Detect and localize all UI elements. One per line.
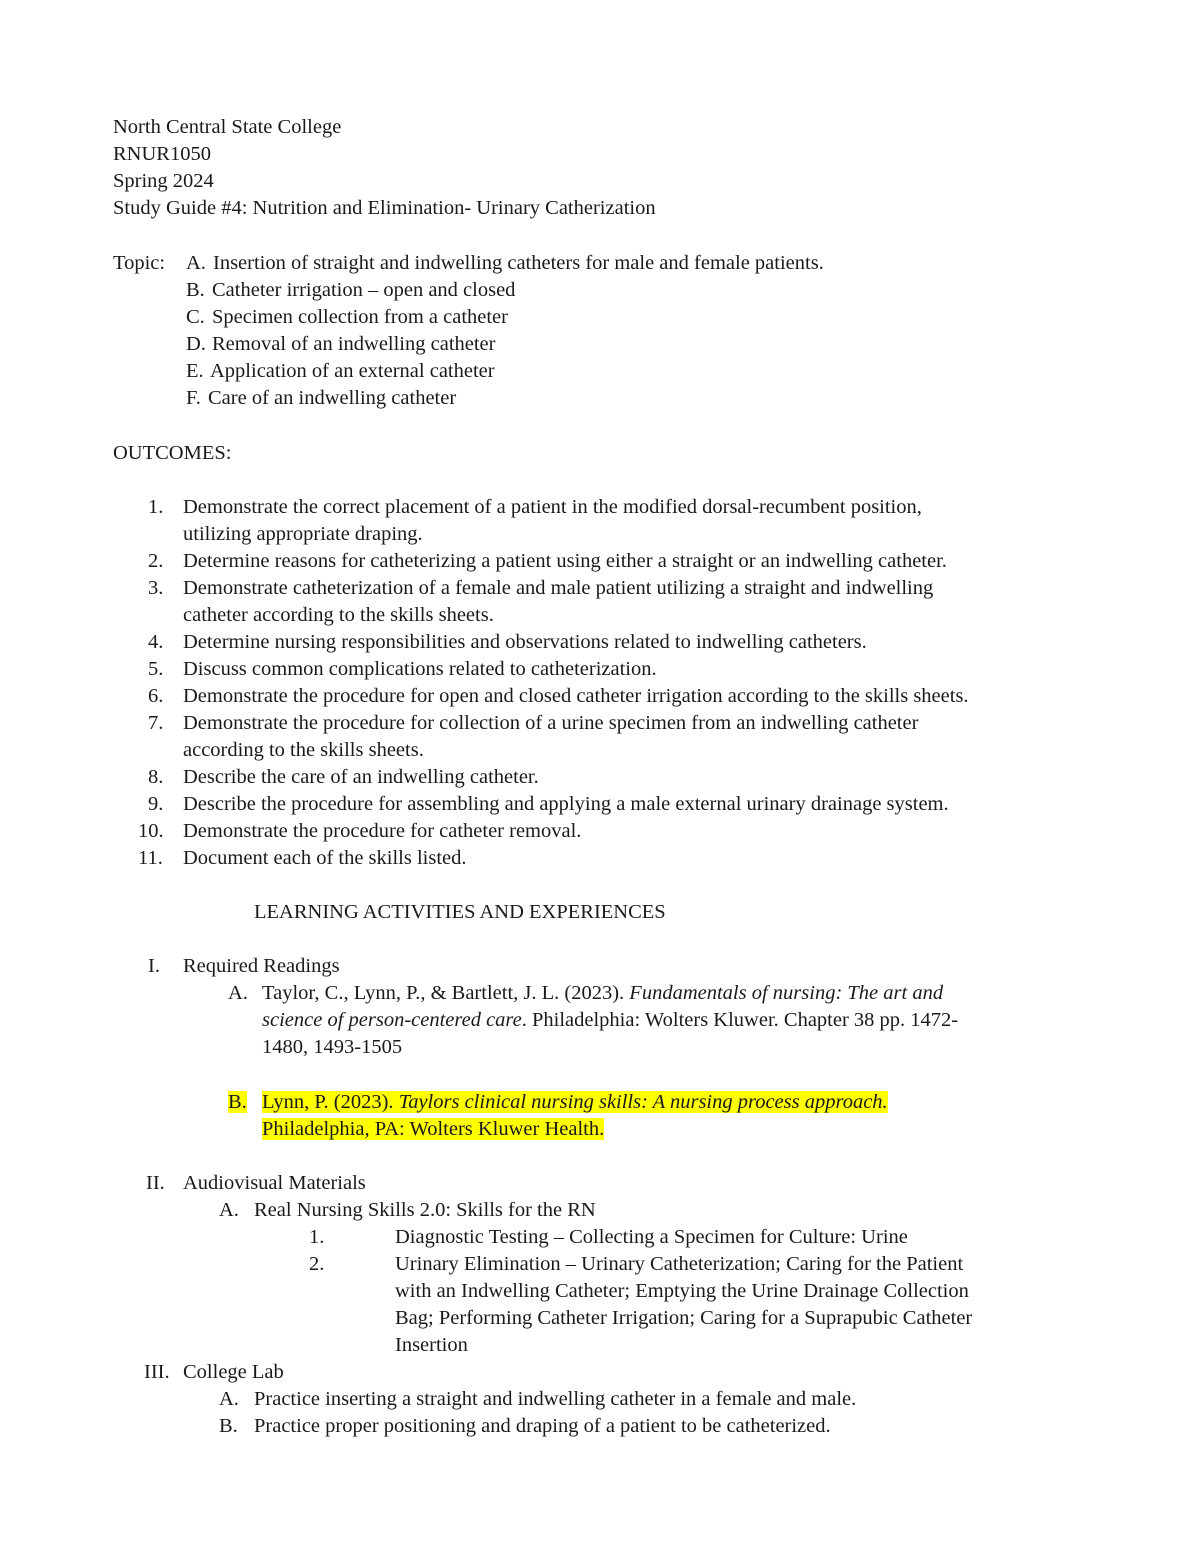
subitem-text: Practice inserting a straight and indwelling catheter in a female and male. (254, 1388, 857, 1410)
media-text: Urinary Elimination – Urinary Catheterization; Caring for the Patient (395, 1253, 964, 1275)
outcome-number: 3. (148, 577, 164, 599)
topic-item: Insertion of straight and indwelling catheters for male and female patients. (213, 252, 824, 274)
reading-citation-line (262, 1116, 604, 1143)
outcome-number: 6. (148, 685, 164, 707)
learning-heading: LEARNING ACTIVITIES AND EXPERIENCES (254, 901, 666, 923)
topic-label: Topic: (113, 252, 166, 274)
topic-marker: C. (186, 306, 205, 328)
subitem-marker: A. (219, 1388, 239, 1410)
media-number: 1. (309, 1226, 325, 1248)
citation-publisher: Philadelphia, PA: Wolters Kluwer Health. (262, 1118, 605, 1140)
reading-citation-line (262, 1007, 958, 1034)
outcome-text: Demonstrate the procedure for catheter removal. (183, 820, 582, 842)
outcome-text: Document each of the skills listed. (183, 847, 467, 869)
topic-item: Specimen collection from a catheter (212, 306, 508, 328)
outcome-number: 9. (148, 793, 164, 815)
topic-item: Catheter irrigation – open and closed (212, 279, 516, 301)
reading-citation-line (262, 980, 943, 1007)
term: Spring 2024 (113, 170, 214, 192)
section-number: III. (144, 1361, 170, 1383)
outcomes-heading: OUTCOMES: (113, 442, 232, 464)
topic-item: Care of an indwelling catheter (208, 387, 457, 409)
outcome-number: 10. (138, 820, 164, 842)
reading-citation-line (262, 1089, 888, 1116)
subitem-text: Real Nursing Skills 2.0: Skills for the RN (254, 1199, 596, 1221)
outcome-text: Demonstrate the correct placement of a patient in the modified dorsal-recumbent position, (183, 496, 922, 518)
outcome-number: 5. (148, 658, 164, 680)
topic-marker: E. (186, 360, 204, 382)
media-text: with an Indwelling Catheter; Emptying the Urine Drainage Collection (395, 1280, 969, 1302)
outcome-text: utilizing appropriate draping. (183, 523, 423, 545)
subitem-text: Practice proper positioning and draping of a patient to be catheterized. (254, 1415, 831, 1437)
topic-marker: D. (186, 333, 206, 355)
reading-marker (228, 1089, 247, 1116)
outcome-number: 11. (138, 847, 163, 869)
outcome-number: 8. (148, 766, 164, 788)
course-code: RNUR1050 (113, 143, 211, 165)
outcome-number: 4. (148, 631, 164, 653)
outcome-text: Demonstrate the procedure for collection of a urine specimen from an indwelling catheter (183, 712, 919, 734)
section-title: Audiovisual Materials (183, 1172, 366, 1194)
media-text: Insertion (395, 1334, 468, 1356)
section-number: II. (146, 1172, 165, 1194)
outcome-text: Describe the care of an indwelling catheter. (183, 766, 539, 788)
outcome-number: 2. (148, 550, 164, 572)
topic-marker: A. (186, 252, 206, 274)
outcome-text: Describe the procedure for assembling and applying a male external urinary drainage system. (183, 793, 949, 815)
topic-item: Application of an external catheter (210, 360, 495, 382)
citation-authors: Lynn, P. (2023). (262, 1091, 399, 1113)
outcome-text: according to the skills sheets. (183, 739, 424, 761)
citation-title: science of person-centered care (262, 1009, 522, 1031)
topic-item: Removal of an indwelling catheter (212, 333, 496, 355)
subitem-marker: A. (219, 1199, 239, 1221)
outcome-number: 1. (148, 496, 164, 518)
outcome-text: Discuss common complications related to catheterization. (183, 658, 657, 680)
outcome-text: Determine reasons for catheterizing a patient using either a straight or an indwelling catheter. (183, 550, 947, 572)
media-text: Bag; Performing Catheter Irrigation; Caring for a Suprapubic Catheter (395, 1307, 973, 1329)
reading-citation-line: 1480, 1493-1505 (262, 1036, 403, 1058)
media-text: Diagnostic Testing – Collecting a Specimen for Culture: Urine (395, 1226, 908, 1248)
study-guide-title: Study Guide #4: Nutrition and Elimination- Urinary Catherization (113, 197, 656, 219)
college-name: North Central State College (113, 116, 342, 138)
outcome-text: catheter according to the skills sheets. (183, 604, 494, 626)
section-title: College Lab (183, 1361, 284, 1383)
citation-publisher: . Philadelphia: Wolters Kluwer. Chapter 38 pp. 1472- (521, 1009, 959, 1031)
citation-title: Taylors clinical nursing skills: A nursing process approach. (398, 1091, 888, 1113)
citation-authors: Taylor, C., Lynn, P., & Bartlett, J. L. (2023). (262, 982, 630, 1004)
topic-marker: B. (186, 279, 205, 301)
outcome-text: Demonstrate catheterization of a female and male patient utilizing a straight and indwelling (183, 577, 934, 599)
citation-title: Fundamentals of nursing: The art and (629, 982, 944, 1004)
outcome-number: 7. (148, 712, 164, 734)
outcome-text: Demonstrate the procedure for open and closed catheter irrigation according to the skills sheets. (183, 685, 969, 707)
section-number: I. (148, 955, 160, 977)
subitem-marker: B. (219, 1415, 238, 1437)
reading-marker: A. (228, 982, 248, 1004)
media-number: 2. (309, 1253, 325, 1275)
topic-marker: F. (186, 387, 201, 409)
section-title: Required Readings (183, 955, 340, 977)
highlighted-marker: B. (228, 1091, 247, 1113)
outcome-text: Determine nursing responsibilities and observations related to indwelling catheters. (183, 631, 867, 653)
